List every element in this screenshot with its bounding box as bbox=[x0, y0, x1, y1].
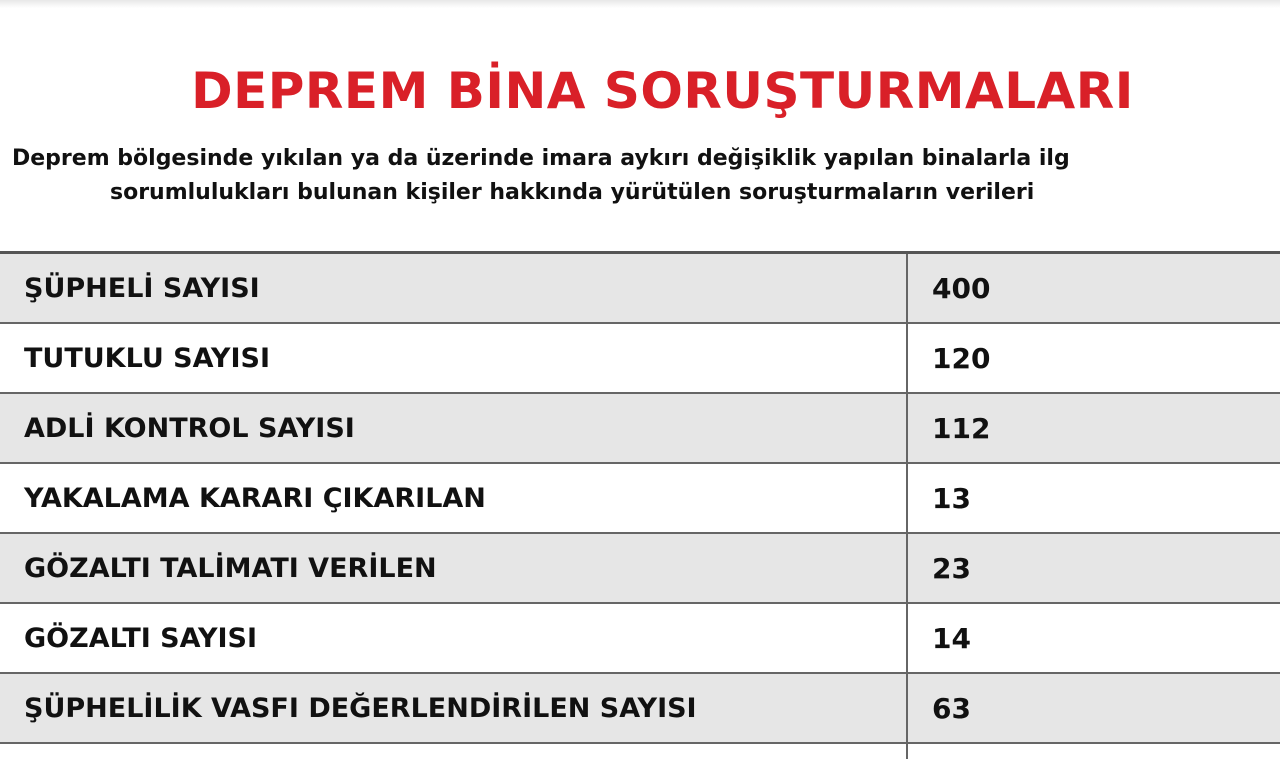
row-value: 63 bbox=[932, 691, 971, 725]
table-row bbox=[0, 394, 1280, 464]
top-strip bbox=[0, 0, 1280, 8]
table-row bbox=[0, 674, 1280, 744]
row-value: 112 bbox=[932, 411, 991, 445]
page-title: DEPREM BİNA SORUŞTURMALARI bbox=[191, 62, 1134, 120]
row-label: ŞÜPHELİ SAYISI bbox=[0, 254, 908, 322]
row-value: 400 bbox=[932, 271, 991, 305]
table-row bbox=[0, 324, 1280, 394]
row-value-empty bbox=[908, 744, 1280, 759]
table-row bbox=[0, 254, 1280, 324]
row-label: YAKALAMA KARARI ÇIKARILAN bbox=[0, 464, 908, 532]
row-label: GÖZALTI SAYISI bbox=[0, 604, 908, 672]
row-label-empty bbox=[0, 744, 908, 759]
row-value: 13 bbox=[932, 481, 971, 515]
row-value: 120 bbox=[932, 341, 991, 375]
row-label: TUTUKLU SAYISI bbox=[0, 324, 908, 392]
table-row bbox=[0, 604, 1280, 674]
row-value: 14 bbox=[932, 621, 971, 655]
row-label: ADLİ KONTROL SAYISI bbox=[0, 394, 908, 462]
row-value: 23 bbox=[932, 551, 971, 585]
statistics-table bbox=[0, 251, 1280, 759]
subtitle-line-1: Deprem bölgesinde yıkılan ya da üzerinde imara aykırı değişiklik yapılan binalarla ilg bbox=[12, 146, 1070, 171]
table-row bbox=[0, 464, 1280, 534]
subtitle-line-2: sorumlulukları bulunan kişiler hakkında yürütülen soruşturmaların verileri bbox=[110, 180, 1035, 205]
table-row bbox=[0, 534, 1280, 604]
row-label: ŞÜPHELİLİK VASFI DEĞERLENDİRİLEN SAYISI bbox=[0, 674, 908, 742]
row-label: GÖZALTI TALİMATI VERİLEN bbox=[0, 534, 908, 602]
table-row-partial bbox=[0, 744, 1280, 759]
